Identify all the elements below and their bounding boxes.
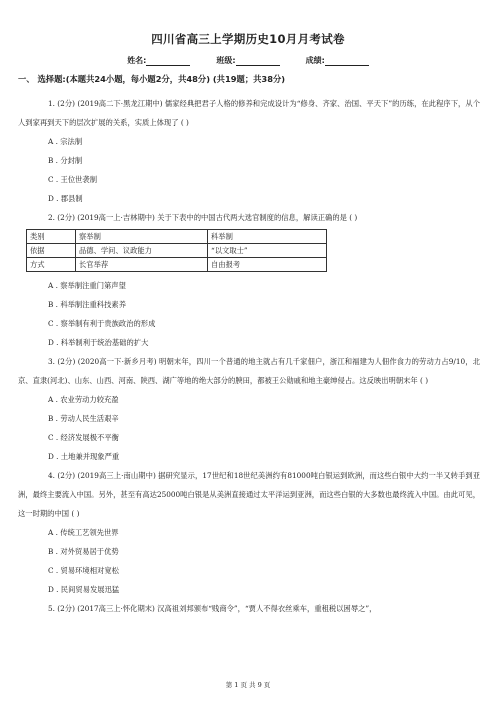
score-field[interactable]: 成绩: (306, 55, 369, 66)
comparison-table (26, 229, 327, 272)
table-cell: “以文取士” (208, 244, 327, 258)
question-list (18, 94, 480, 618)
option-d[interactable]: D . 科举制利于统治基础的扩大 (48, 338, 149, 347)
score-blank (325, 57, 369, 66)
option-c[interactable]: C . 贸易环境相对宽松 (48, 566, 119, 575)
table-cell: 依据 (27, 244, 76, 258)
student-info-row (0, 55, 496, 66)
question-stem: 5. (2分) (2017高三上·怀化期末) 汉高祖刘邦颁布“贱商令”，“贾人不得衣丝乘车，重租税以困辱之”， (48, 604, 377, 613)
option-b[interactable]: B . 科举制注重科技素养 (48, 300, 126, 309)
table-cell: 类别 (27, 230, 76, 244)
option-c[interactable]: C . 王位世袭制 (48, 175, 98, 184)
table-cell: 自由报考 (208, 258, 327, 272)
option-c[interactable]: C . 察举制有利于贵族政治的形成 (48, 319, 156, 328)
option-a[interactable]: A . 农业劳动力较充盈 (48, 395, 119, 404)
option-b[interactable]: B . 分封制 (48, 156, 83, 165)
question-stem: 2. (2分) (2019高一上·吉林期中) 关于下表中的中国古代两大选官制度的信息，解读正确的是 ( ) (48, 213, 358, 222)
option-b[interactable]: B . 对外贸易居于优势 (48, 547, 119, 556)
name-blank (146, 57, 190, 66)
option-a[interactable]: A . 察举制注重门第声望 (48, 281, 126, 290)
option-a[interactable]: A . 传统工艺领先世界 (48, 528, 119, 537)
table-cell: 科举制 (208, 230, 327, 244)
table-row (27, 244, 327, 258)
option-c[interactable]: C . 经济发展极不平衡 (48, 433, 119, 442)
option-a[interactable]: A . 宗法制 (48, 137, 83, 146)
table-cell: 长官举荐 (76, 258, 208, 272)
name-field[interactable]: 姓名: (127, 55, 190, 66)
option-d[interactable]: D . 民间贸易发展迅猛 (48, 585, 120, 594)
section-heading: 一、 选择题:(本题共24小题，每小题2分，共48分) (共19题；共38分) (18, 74, 286, 84)
table-row (27, 230, 327, 244)
page-footer: 第 1 页 共 9 页 (225, 681, 271, 689)
page-title: 四川省高三上学期历史10月月考试卷 (151, 32, 345, 46)
table-cell: 察举制 (76, 230, 208, 244)
table-row (27, 258, 327, 272)
question-stem: 4. (2分) (2019高三上·南山期中) 据研究显示，17世纪和18世纪美洲约有81000吨白银运到欧洲，而这些白银中大约一半又转手到亚洲，最终主要流入中国。另外，甚至有高达25000吨白银是从美洲直接通过太平洋运到亚洲，而这些白银的大多数也最终流入中国。由此可见，这一时期的中国 ( ) (18, 471, 480, 518)
option-d[interactable]: D . 郡县制 (48, 194, 83, 203)
question-stem: 1. (2分) (2019高二下·黑龙江期中) 儒家经典把君子人格的修养和完成设计为“修身、齐家、治国、平天下”的历练，在此程序下，从个人到家再到天下的层次扩展的关系，实质上体现了 ( ) (18, 99, 480, 127)
class-field[interactable]: 班级: (216, 55, 279, 66)
question-stem: 3. (2分) (2020高一下·新乡月考) 明朝末年，四川一个普通的地主就占有几千家佃户，浙江和福建为人佃作食力的劳动力占9/10，北京、直隶(河北)、山东、山西、河南、陕西、湖广等地的绝大部分的腴田，都被王公勋戚和地主豪绅侵占。这反映出明朝末年 ( ) (18, 357, 480, 385)
option-b[interactable]: B . 劳动人民生活艰辛 (48, 414, 119, 423)
class-blank (236, 57, 280, 66)
table-cell: 方式 (27, 258, 76, 272)
option-d[interactable]: D . 土地兼并现象严重 (48, 452, 120, 461)
table-cell: 品德、学问、议政能力 (76, 244, 208, 258)
